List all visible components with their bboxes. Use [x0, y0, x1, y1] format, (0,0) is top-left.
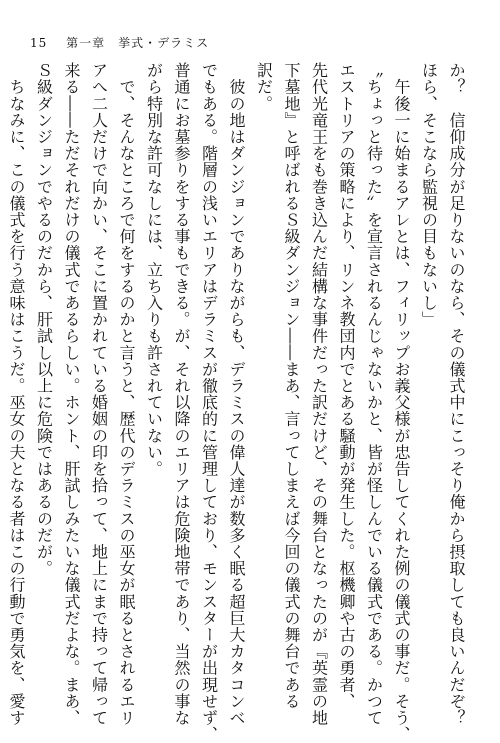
- text-line: 〝ちょっと待った〟を宣言されるんじゃないかと、皆が怪しんでいる儀式である。かつて: [364, 62, 384, 726]
- text-line: アへ二人だけで向かい、そこに置かれている婚姻の印を拾って、地上にまで持って帰って: [89, 62, 109, 726]
- page-header: [30, 34, 209, 51]
- text-line: がら特別な許可なしには、立ち入りも許されていない。: [144, 62, 164, 477]
- text-line: か？ 信仰成分が足りないのなら、その儀式中にこっそり俺から摂取しても良いんだぞ？: [447, 62, 466, 726]
- text-line: Ｓ級ダンジョンでやるのだから、肝試し以上に危険ではあるのだが。: [34, 62, 54, 577]
- text-line: で、そんなところで何をするのかと言うと、歴代のデラミスの巫女が眠るとされるエリ: [117, 62, 136, 726]
- text-line: ほら、そこなら監視の目もないし」: [419, 62, 439, 328]
- chapter-title: 第一章 挙式・デラミス: [66, 36, 210, 50]
- text-line: 下墓地』と呼ばれるＳ級ダンジョン――まあ、言ってしまえば今回の儀式の舞台である: [282, 62, 301, 710]
- page-number: 15: [30, 36, 48, 50]
- text-line: ちなみに、この儀式を行う意味はこうだ。巫女の夫となる者はこの行動で勇気を、愛す: [7, 62, 26, 726]
- text-line: 来る――ただそれだけの儀式であるらしい。ホント、肝試しみたいな儀式だよな。まあ、: [62, 62, 81, 726]
- body-text: [7, 62, 470, 743]
- text-line: 午後一に始まるアレとは、フィリップお義父様が忠告してくれた例の儀式の事だ。そう、: [392, 62, 411, 743]
- text-line: 普通にお墓参りをする事もできる。が、それ以降のエリアは危険地帯であり、当然の事な: [172, 62, 191, 726]
- text-line: エストリアの策略により、リンネ教団内でとある騒動が発生した。枢機卿や古の勇者、: [337, 62, 356, 710]
- text-line: 先代光竜王をも巻き込んだ結構な事件だった訳だけど、その舞台となったのが『英霊の地: [309, 62, 329, 726]
- text-line: 訳だ。: [254, 62, 274, 112]
- text-line: 彼の地はダンジョンでありながらも、デラミスの偉人達が数多く眠る超巨大カタコンベ: [227, 62, 246, 726]
- text-line: でもある。階層の浅いエリアはデラミスが徹底的に管理しており、モンスターが出現せず、: [199, 62, 219, 743]
